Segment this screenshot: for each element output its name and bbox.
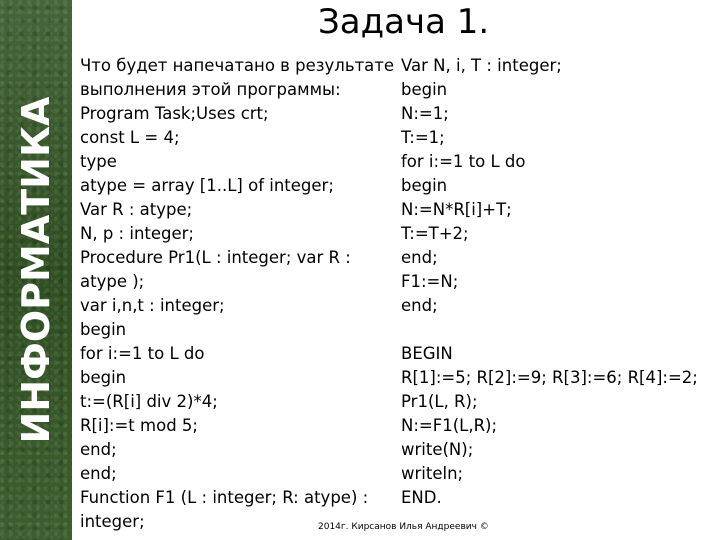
- right-code-column: [401, 54, 698, 510]
- code-line: T:=1;: [401, 128, 445, 147]
- code-line: begin: [80, 368, 127, 387]
- code-line: integer;: [80, 512, 145, 531]
- left-code-column: [80, 54, 394, 534]
- code-line: END.: [401, 488, 442, 507]
- code-line: for i:=1 to L do: [80, 344, 205, 363]
- sidebar-banner: [0, 0, 72, 540]
- code-line: type: [80, 152, 117, 171]
- code-line: atype );: [80, 272, 145, 291]
- code-line: BEGIN: [401, 344, 453, 363]
- code-line: Program Task;Uses crt;: [80, 104, 269, 123]
- code-line: const L = 4;: [80, 128, 180, 147]
- code-line: F1:=N;: [401, 272, 459, 291]
- code-line: atype = array [1..L] of integer;: [80, 176, 334, 195]
- code-line: write(N);: [401, 440, 474, 459]
- page-title: Задача 1.: [318, 2, 490, 42]
- code-line: N:=F1(L,R);: [401, 416, 498, 435]
- code-line: begin: [401, 176, 448, 195]
- code-line: for i:=1 to L do: [401, 152, 526, 171]
- code-line: Function F1 (L : integer; R: atype) :: [80, 488, 369, 507]
- code-line: Что будет напечатано в результате: [80, 56, 395, 75]
- code-line: begin: [401, 80, 448, 99]
- sidebar-title: ИНФОРМАТИКА: [14, 96, 58, 444]
- code-line: N, p : integer;: [80, 224, 194, 243]
- footer-credit: 2014г. Кирсанов Илья Андреевич ©: [318, 522, 489, 532]
- code-line-blank: [401, 318, 698, 342]
- code-line: begin: [80, 320, 127, 339]
- code-line: var i,n,t : integer;: [80, 296, 225, 315]
- code-line: выполнения этой программы:: [80, 80, 341, 99]
- code-line: N:=1;: [401, 104, 449, 123]
- code-line: end;: [401, 248, 438, 267]
- code-line: t:=(R[i] div 2)*4;: [80, 392, 218, 411]
- code-line: R[1]:=5; R[2]:=9; R[3]:=6; R[4]:=2;: [401, 368, 698, 387]
- code-line: N:=N*R[i]+T;: [401, 200, 512, 219]
- code-line: Procedure Pr1(L : integer; var R :: [80, 248, 351, 267]
- code-line: T:=T+2;: [401, 224, 469, 243]
- code-line: R[i]:=t mod 5;: [80, 416, 198, 435]
- code-line: writeln;: [401, 464, 464, 483]
- code-line: end;: [80, 440, 117, 459]
- code-line: Pr1(L, R);: [401, 392, 478, 411]
- code-line: Var R : atype;: [80, 200, 193, 219]
- code-line: Var N, i, T : integer;: [401, 56, 562, 75]
- code-line: end;: [401, 296, 438, 315]
- code-line: end;: [80, 464, 117, 483]
